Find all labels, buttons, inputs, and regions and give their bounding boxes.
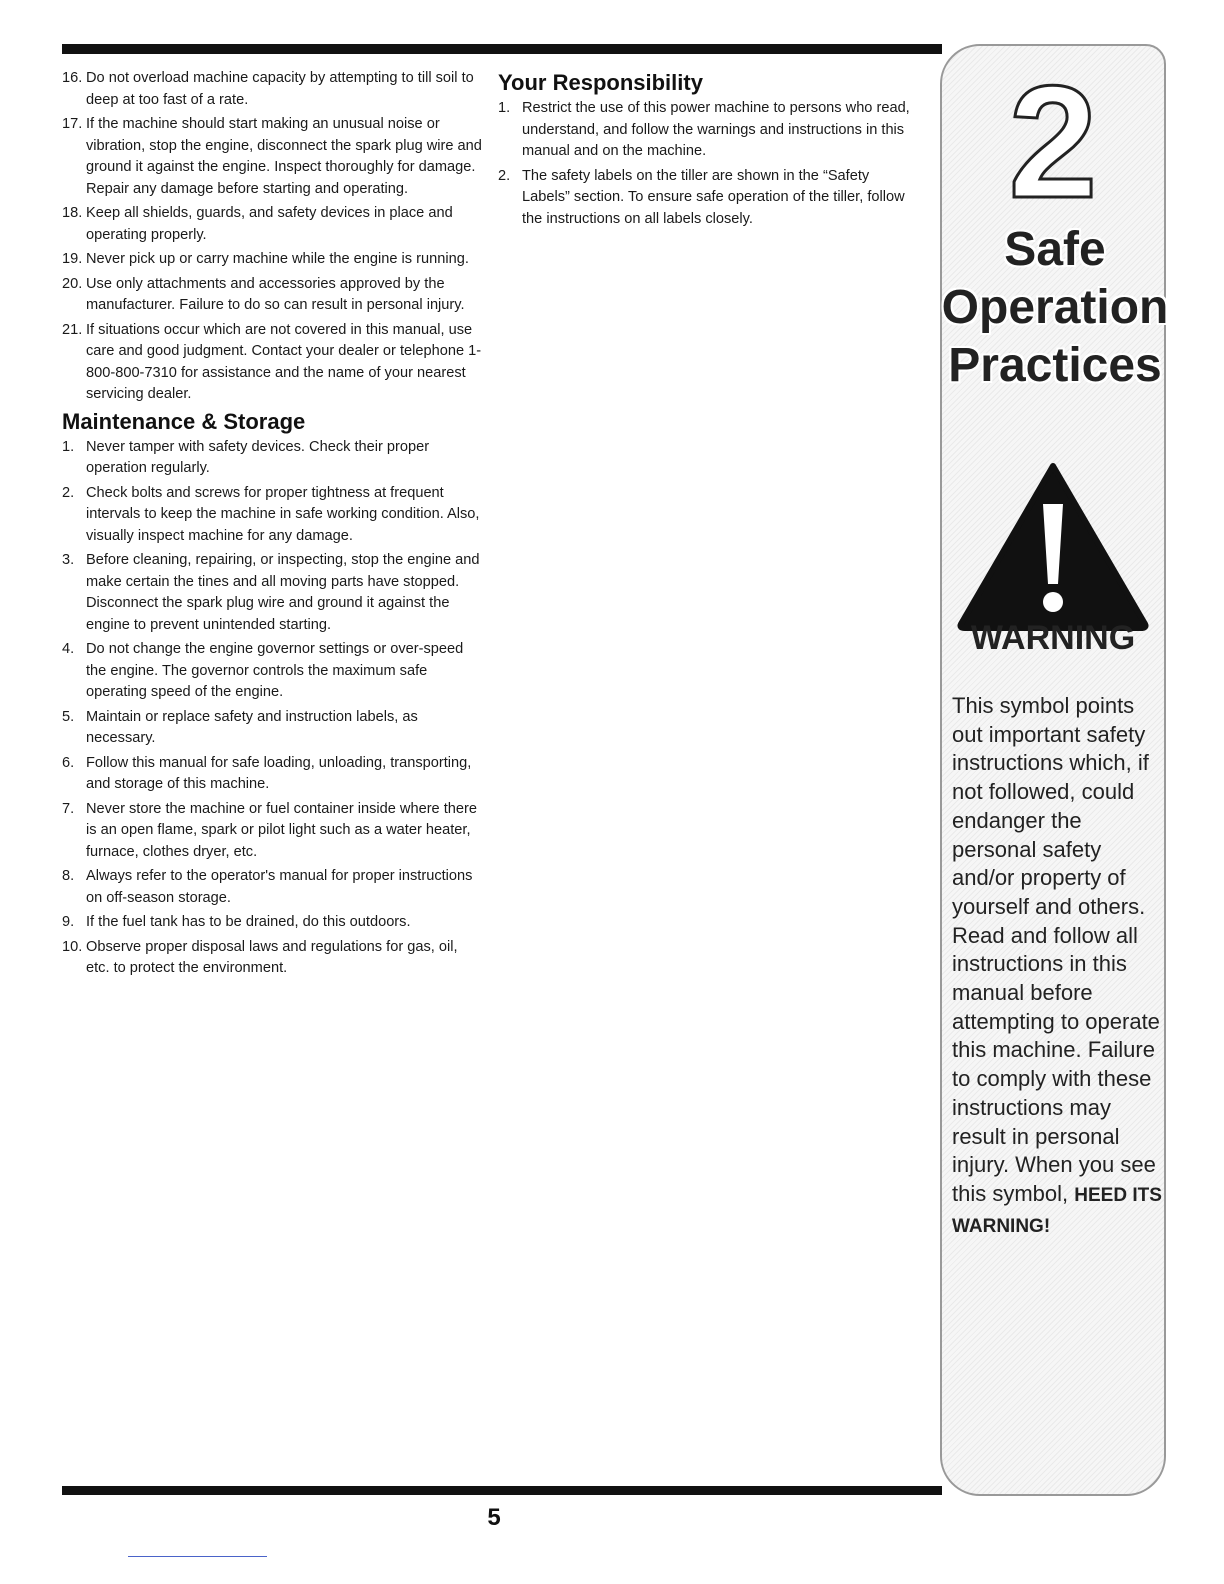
chapter-number: 2 [1008, 52, 1098, 231]
list-item [62, 249, 482, 271]
list-item-number: 8. [62, 868, 75, 884]
chapter-title-line-3: Practices [948, 339, 1162, 392]
list-item [62, 437, 482, 480]
chapter-title-line-2: Operation [941, 281, 1169, 334]
list-item-number: 18. [62, 205, 83, 221]
list-item [62, 912, 482, 934]
list-item-text: Never pick up or carry machine while the engine is running. [86, 251, 469, 267]
warning-label: WARNING [970, 619, 1136, 657]
list-item-text: If situations occur which are not covered in this manual, use care and good judgment. Contact your dealer or telephone 1-800-800-7310 for assistance and the name of your nearest servicing dealer. [86, 321, 482, 402]
list-item-number: 19. [62, 251, 83, 267]
list-item [62, 707, 482, 750]
list-item [62, 68, 482, 111]
responsibility-list [498, 98, 918, 230]
list-item-text: Maintain or replace safety and instruction labels, as necessary. [86, 708, 418, 746]
list-item-number: 9. [62, 914, 75, 930]
chapter-title-line-1: Safe [1004, 223, 1106, 276]
list-item-number: 1. [498, 100, 511, 116]
list-item [62, 799, 482, 864]
list-item-text: Never store the machine or fuel container inside where there is an open flame, spark or pilot light such as a water heater, furnace, clothes dryer, etc. [86, 800, 477, 860]
warning-triangle-icon [955, 460, 1151, 632]
bottom-rule [62, 1486, 942, 1495]
top-rule [62, 44, 942, 54]
list-item [62, 114, 482, 200]
list-item [62, 937, 482, 980]
list-item-text: Before cleaning, repairing, or inspecting, stop the engine and make certain the tines and all moving parts have stopped. Disconnect the spark plug wire and ground it against the engine to prevent unintended starting. [86, 552, 480, 633]
safety-list [62, 68, 482, 406]
middle-column [498, 68, 918, 233]
list-item-text: Never tamper with safety devices. Check their proper operation regularly. [86, 438, 430, 476]
list-item-text: Do not change the engine governor settings or over-speed the engine. The governor controls the maximum safe operating speed of the engine. [86, 641, 464, 700]
list-item [62, 753, 482, 796]
list-item-number: 5. [62, 708, 75, 725]
list-item-number: 2. [498, 167, 511, 184]
list-item-text: Keep all shields, guards, and safety devices in place and operating properly. [86, 205, 453, 243]
list-item-text: Follow this manual for safe loading, unloading, transporting, and storage of this machine. [86, 754, 472, 792]
list-item-text: If the machine should start making an unusual noise or vibration, stop the engine, disconnect the spark plug wire and ground it against the engine. Inspect thoroughly for damage. Repair any damage before starting and operating. [86, 116, 482, 197]
maintenance-heading: Maintenance & Storage [62, 408, 306, 434]
warning-text [952, 692, 1162, 1241]
list-item [62, 639, 482, 704]
warning-body: This symbol points out important safety instructions which, if not followed, could endanger the personal safety and/or property of yourself and others. Read and follow all instructions in this manual before attempting to operate this machine. Failure to comply with these instructions may result in personal injury. When you see this symbol, [952, 693, 1160, 1206]
list-item [62, 274, 482, 317]
list-item-text: Observe proper disposal laws and regulations for gas, oil, etc. to protect the environment. [86, 938, 458, 976]
list-item [62, 866, 482, 909]
list-item [62, 203, 482, 246]
list-item-number: 3. [62, 552, 75, 568]
list-item [498, 166, 918, 231]
list-item-number: 7. [62, 800, 75, 817]
list-item [62, 550, 482, 636]
list-item-text: If the fuel tank has to be drained, do this outdoors. [86, 914, 411, 930]
left-column [62, 68, 482, 983]
list-item-number: 6. [62, 754, 75, 771]
list-item-number: 1. [62, 438, 75, 455]
list-item-number: 4. [62, 641, 75, 657]
list-item [498, 98, 918, 163]
list-item-text: Always refer to the operator's manual for proper instructions on off-season storage. [86, 868, 473, 906]
maintenance-list [62, 437, 482, 980]
list-item [62, 320, 482, 406]
footer-underline [128, 1556, 267, 1557]
list-item-number: 21. [62, 321, 83, 338]
list-item [62, 483, 482, 548]
list-item-number: 17. [62, 116, 83, 132]
responsibility-heading: Your Responsibility [498, 70, 703, 95]
list-item-number: 16. [62, 70, 83, 86]
list-item-number: 20. [62, 275, 83, 292]
list-item-text: Restrict the use of this power machine to persons who read, understand, and follow the warnings and instructions in this manual and on the machine. [522, 100, 910, 159]
list-item-text: The safety labels on the tiller are shown in the “Safety Labels” section. To ensure safe operation of the tiller, follow the instructions on all labels closely. [522, 167, 905, 227]
list-item-text: Do not overload machine capacity by attempting to till soil to deep at too fast of a rate. [86, 70, 474, 108]
warning-emphasis: HEED ITS WARNING! [952, 1184, 1162, 1237]
list-item-number: 10. [62, 938, 83, 955]
list-item-text: Check bolts and screws for proper tightness at frequent intervals to keep the machine in safe working condition. Also, visually inspect machine for any damage. [86, 484, 480, 544]
list-item-number: 2. [62, 484, 75, 501]
list-item-text: Use only attachments and accessories approved by the manufacturer. Failure to do so can result in personal injury. [86, 275, 465, 313]
page-number: 5 [487, 1504, 501, 1531]
